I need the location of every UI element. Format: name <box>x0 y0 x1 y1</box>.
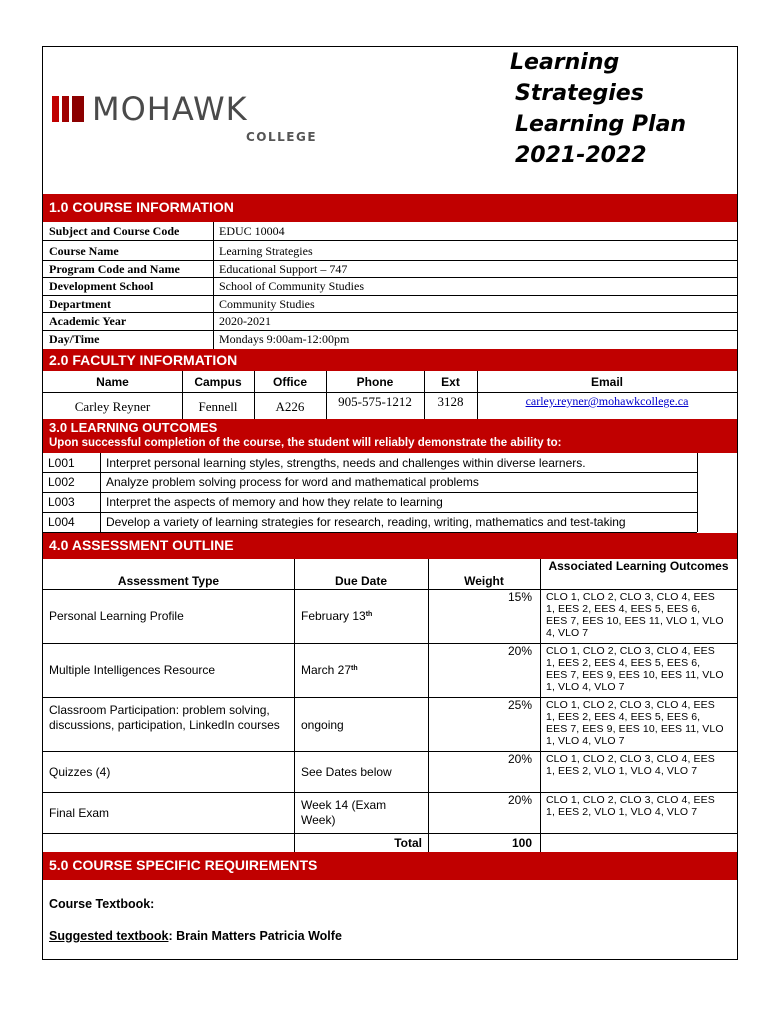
section-heading-faculty-info: 2.0 FACULTY INFORMATION <box>43 349 737 371</box>
logo-bar-icon <box>72 96 84 122</box>
suggested-textbook-value: : Brain Matters Patricia Wolfe <box>168 929 342 943</box>
course-info-value: Educational Support – 747 <box>219 262 348 276</box>
faculty-campus: Fennell <box>198 399 238 414</box>
course-info-value: Community Studies <box>219 297 315 311</box>
assessment-type: Quizzes (4) <box>49 765 111 779</box>
logo-subtitle: COLLEGE <box>246 130 318 144</box>
logo-bar-icon <box>62 96 69 122</box>
course-info-value: Mondays 9:00am-12:00pm <box>219 332 350 346</box>
assessment-type: Classroom Participation: problem solving, discussions, participation, LinkedIn courses <box>49 703 280 732</box>
assessment-weight: 20% <box>507 644 532 658</box>
assessment-due: March 27th <box>301 663 358 677</box>
mohawk-logo <box>48 90 323 148</box>
course-info-label: Day/Time <box>49 332 100 346</box>
table-divider <box>294 559 295 852</box>
title-line-1: Learning <box>510 50 620 75</box>
section-heading-requirements: 5.0 COURSE SPECIFIC REQUIREMENTS <box>43 852 737 880</box>
course-info-label: Development School <box>49 279 154 293</box>
faculty-ext: 3128 <box>437 394 464 409</box>
course-info-value: Learning Strategies <box>219 244 313 258</box>
assessment-due: See Dates below <box>301 765 392 779</box>
faculty-header-ext: Ext <box>441 375 460 389</box>
table-divider <box>43 512 697 513</box>
assessment-weight: 25% <box>507 698 532 712</box>
outcome-id: L002 <box>48 475 75 489</box>
table-divider <box>100 453 101 532</box>
table-divider <box>43 472 697 473</box>
suggested-textbook-label: Suggested textbook <box>49 929 169 943</box>
title-line-2: Strategies <box>515 81 644 106</box>
faculty-phone: 905-575-1212 <box>338 394 412 409</box>
table-divider <box>43 492 697 493</box>
faculty-header-campus: Campus <box>194 375 242 389</box>
title-line-3: Learning Plan <box>515 112 687 137</box>
assessment-type: Final Exam <box>49 806 110 820</box>
assessment-header-outcomes: Associated Learning Outcomes <box>548 559 729 573</box>
course-info-value: School of Community Studies <box>219 279 365 293</box>
assessment-due: February 13th <box>301 609 373 623</box>
faculty-office: A226 <box>275 399 305 414</box>
course-info-value: EDUC 10004 <box>219 224 285 238</box>
table-divider <box>43 697 737 698</box>
outcome-text: Analyze problem solving process for word and mathematical problems <box>106 475 479 489</box>
table-divider <box>43 295 737 296</box>
table-divider <box>43 751 737 752</box>
outcome-id: L003 <box>48 495 75 509</box>
faculty-header-email: Email <box>590 375 623 389</box>
assessment-total-label: Total <box>394 836 422 850</box>
assessment-outcomes: CLO 1, CLO 2, CLO 3, CLO 4, EES 1, EES 2, VLO 1, VLO 4, VLO 7 <box>546 753 715 777</box>
suggested-textbook <box>49 929 342 943</box>
learning-outcomes-title: 3.0 LEARNING OUTCOMES <box>49 420 218 435</box>
table-divider <box>43 792 737 793</box>
assessment-outcomes: CLO 1, CLO 2, CLO 3, CLO 4, EES 1, EES 2, VLO 1, VLO 4, VLO 7 <box>546 794 715 818</box>
table-divider <box>43 589 737 590</box>
assessment-type: Personal Learning Profile <box>49 609 184 623</box>
assessment-outcomes: CLO 1, CLO 2, CLO 3, CLO 4, EES 1, EES 2, EES 4, EES 5, EES 6, EES 7, EES 10, EES 11, VLO 1, VLO 4, VLO 7 <box>546 591 724 639</box>
table-divider <box>43 240 737 241</box>
faculty-email <box>477 394 737 409</box>
section-heading-learning-outcomes <box>43 419 737 453</box>
table-divider <box>43 643 737 644</box>
assessment-weight: 20% <box>507 752 532 766</box>
assessment-outcomes: CLO 1, CLO 2, CLO 3, CLO 4, EES 1, EES 2, EES 4, EES 5, EES 6, EES 7, EES 9, EES 10, EES 11, VLO 1, VLO 4, VLO 7 <box>546 699 724 747</box>
assessment-due: ongoing <box>301 718 344 732</box>
outcome-id: L001 <box>48 456 75 470</box>
faculty-header-phone: Phone <box>356 375 394 389</box>
assessment-header-due: Due Date <box>334 574 387 588</box>
section-heading-course-info: 1.0 COURSE INFORMATION <box>43 194 737 222</box>
table-divider <box>43 833 737 834</box>
section-heading-assessment: 4.0 ASSESSMENT OUTLINE <box>43 533 737 559</box>
table-divider <box>43 330 737 331</box>
email-link[interactable]: carley.reyner@mohawkcollege.ca <box>525 394 689 408</box>
assessment-weight: 15% <box>507 590 532 604</box>
assessment-weight: 20% <box>507 793 532 807</box>
outcome-id: L004 <box>48 515 75 529</box>
course-textbook-label: Course Textbook: <box>49 897 155 911</box>
course-info-label: Program Code and Name <box>49 262 180 276</box>
assessment-type: Multiple Intelligences Resource <box>49 663 216 677</box>
logo-wordmark: MOHAWK <box>92 90 248 128</box>
outcome-text: Interpret the aspects of memory and how they relate to learning <box>106 495 443 509</box>
learning-outcomes-subtitle: Upon successful completion of the course, the student will reliably demonstrate the ability to: <box>49 437 562 449</box>
table-divider <box>428 559 429 852</box>
course-info-value: 2020-2021 <box>219 314 271 328</box>
course-info-label: Subject and Course Code <box>49 224 180 238</box>
faculty-name: Carley Reyner <box>74 399 151 414</box>
assessment-outcomes: CLO 1, CLO 2, CLO 3, CLO 4, EES 1, EES 2, EES 4, EES 5, EES 6, EES 7, EES 9, EES 10, EES 11, VLO 1, VLO 4, VLO 7 <box>546 645 724 693</box>
table-divider <box>43 312 737 313</box>
faculty-header-office: Office <box>272 375 307 389</box>
logo-bar-icon <box>52 96 59 122</box>
table-divider <box>43 277 737 278</box>
course-info-label: Department <box>49 297 111 311</box>
assessment-total-value: 100 <box>511 836 532 850</box>
table-divider <box>43 392 737 393</box>
table-divider <box>43 260 737 261</box>
table-divider <box>540 559 541 852</box>
title-line-4: 2021-2022 <box>515 143 647 168</box>
course-info-label: Course Name <box>49 244 119 258</box>
course-info-label: Academic Year <box>49 314 127 328</box>
outcome-text: Interpret personal learning styles, strengths, needs and challenges within diverse learners. <box>106 456 586 470</box>
assessment-header-type: Assessment Type <box>117 574 220 588</box>
assessment-header-weight: Weight <box>464 574 504 588</box>
outcome-text: Develop a variety of learning strategies for research, reading, writing, mathematics and test-taking <box>106 515 626 529</box>
faculty-header-name: Name <box>96 375 129 389</box>
assessment-due: Week 14 (Exam Week) <box>301 798 387 827</box>
table-divider <box>697 453 698 532</box>
